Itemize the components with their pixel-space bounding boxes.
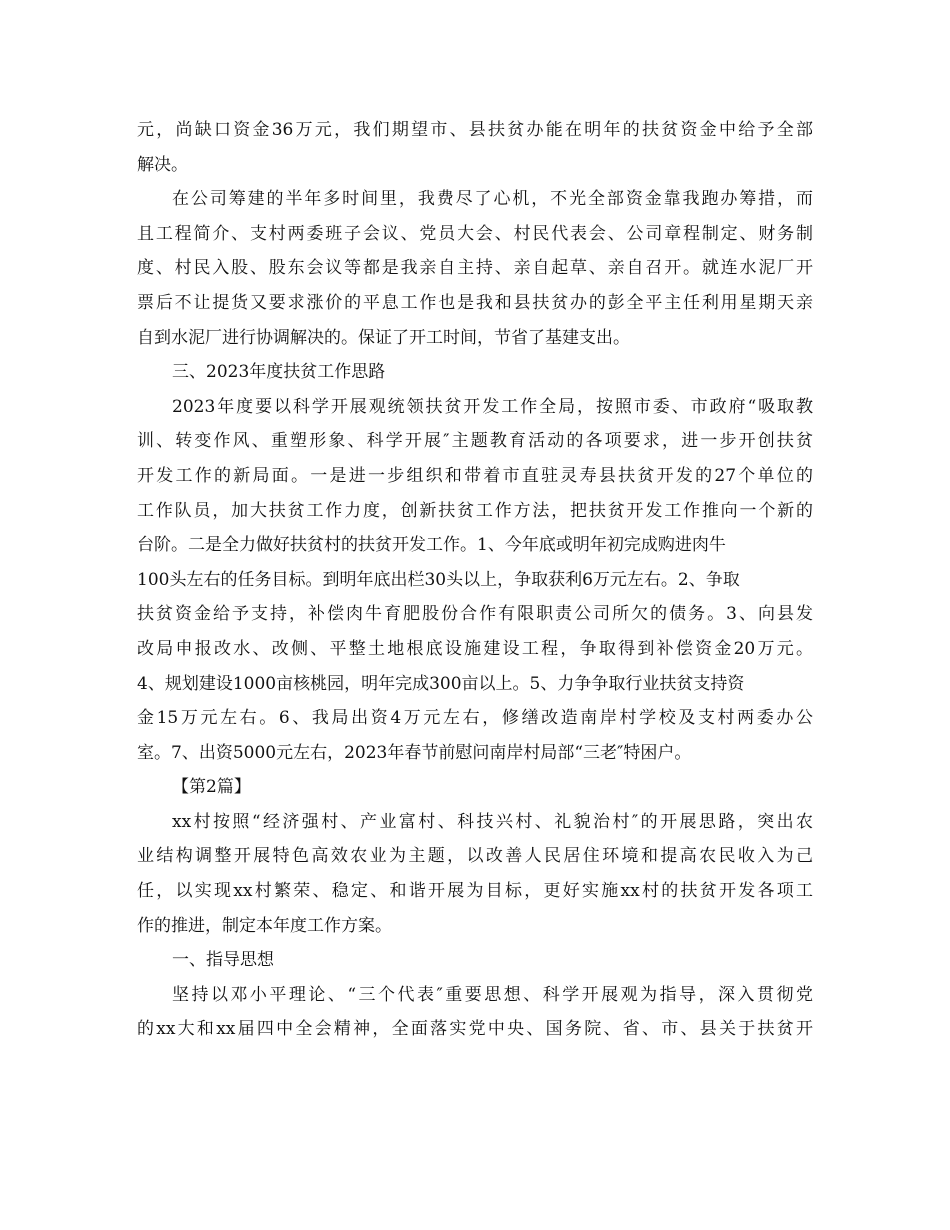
text-line-16: 改局申报改水、改侧、平整土地根底设施建设工程，争取得到补偿资金20万元。 — [137, 638, 813, 659]
text-line-21: xx村按照“经济强村、产业富村、科技兴村、礼貌治村″的开展思路，突出农 — [172, 811, 813, 832]
section-heading-1: 一、指导思想 — [172, 950, 274, 971]
text-line-17: 4、规划建设1000亩核桃园，明年完成300亩以上。5、力争争取行业扶贫支持资 — [137, 673, 745, 694]
text-line-23: 任，以实现xx村繁荣、稳定、和谐开展为目标，更好实施xx村的扶贫开发各项工 — [137, 881, 813, 902]
text-line-15: 扶贫资金给予支持，补偿肉牛育肥股份合作有限职责公司所欠的债务。3、向县发 — [137, 604, 813, 625]
text-line-9: 2023年度要以科学开展观统领扶贫开发工作全局，按照市委、市政府“吸取教 — [172, 396, 813, 417]
text-line-24: 作的推进，制定本年度工作方案。 — [137, 915, 392, 936]
text-line-2: 解决。 — [137, 154, 188, 175]
part-heading-2: 【第2篇】 — [172, 777, 251, 798]
text-line-14: 100头左右的任务目标。到明年底出栏30头以上，争取获利6万元左右。2、争取 — [137, 569, 740, 590]
text-line-7: 自到水泥厂进行协调解决的。保证了开工时间，节省了基建支出。 — [137, 327, 630, 348]
text-line-10: 训、转变作风、重塑形象、科学开展″主题教育活动的各项要求，进一步开创扶贫 — [137, 431, 813, 452]
text-line-6: 票后不让提货又要求涨价的平息工作也是我和县扶贫办的彭全平主任利用星期天亲 — [137, 292, 813, 313]
text-line-5: 度、村民入股、股东会议等都是我亲自主持、亲自起草、亲自召开。就连水泥厂开 — [137, 258, 813, 279]
text-line-19: 室。7、出资5000元左右，2023年春节前慰问南岸村局部“三老″特困户。 — [137, 742, 692, 763]
text-line-27: 的xx大和xx届四中全会精神，全面落实党中央、国务院、省、市、县关于扶贫开 — [137, 1019, 813, 1040]
text-line-26: 坚持以邓小平理论、“三个代表″重要思想、科学开展观为指导，深入贯彻党 — [172, 984, 813, 1005]
document-body — [137, 113, 813, 1047]
section-heading-3: 三、2023年度扶贫工作思路 — [172, 362, 386, 383]
text-line-12: 工作队员，加大扶贫工作力度，创新扶贫工作方法，把扶贫开发工作推向一个新的 — [137, 500, 813, 521]
text-line-13: 台阶。二是全力做好扶贫村的扶贫开发工作。1、今年底或明年初完成购进肉牛 — [137, 535, 726, 556]
text-line-18: 金15万元左右。6、我局出资4万元左右，修缮改造南岸村学校及支村两委办公 — [137, 708, 813, 729]
text-line-3: 在公司筹建的半年多时间里，我费尽了心机，不光全部资金靠我跑办筹措，而 — [172, 189, 813, 210]
text-line-1: 元，尚缺口资金36万元，我们期望市、县扶贫办能在明年的扶贫资金中给予全部 — [137, 120, 813, 140]
text-line-22: 业结构调整开展特色高效农业为主题，以改善人民居住环境和提高农民收入为己 — [137, 846, 813, 867]
text-line-4: 且工程简介、支村两委班子会议、党员大会、村民代表会、公司章程制定、财务制 — [137, 223, 813, 244]
text-line-11: 开发工作的新局面。一是进一步组织和带着市直驻灵寿县扶贫开发的27个单位的 — [137, 465, 813, 486]
